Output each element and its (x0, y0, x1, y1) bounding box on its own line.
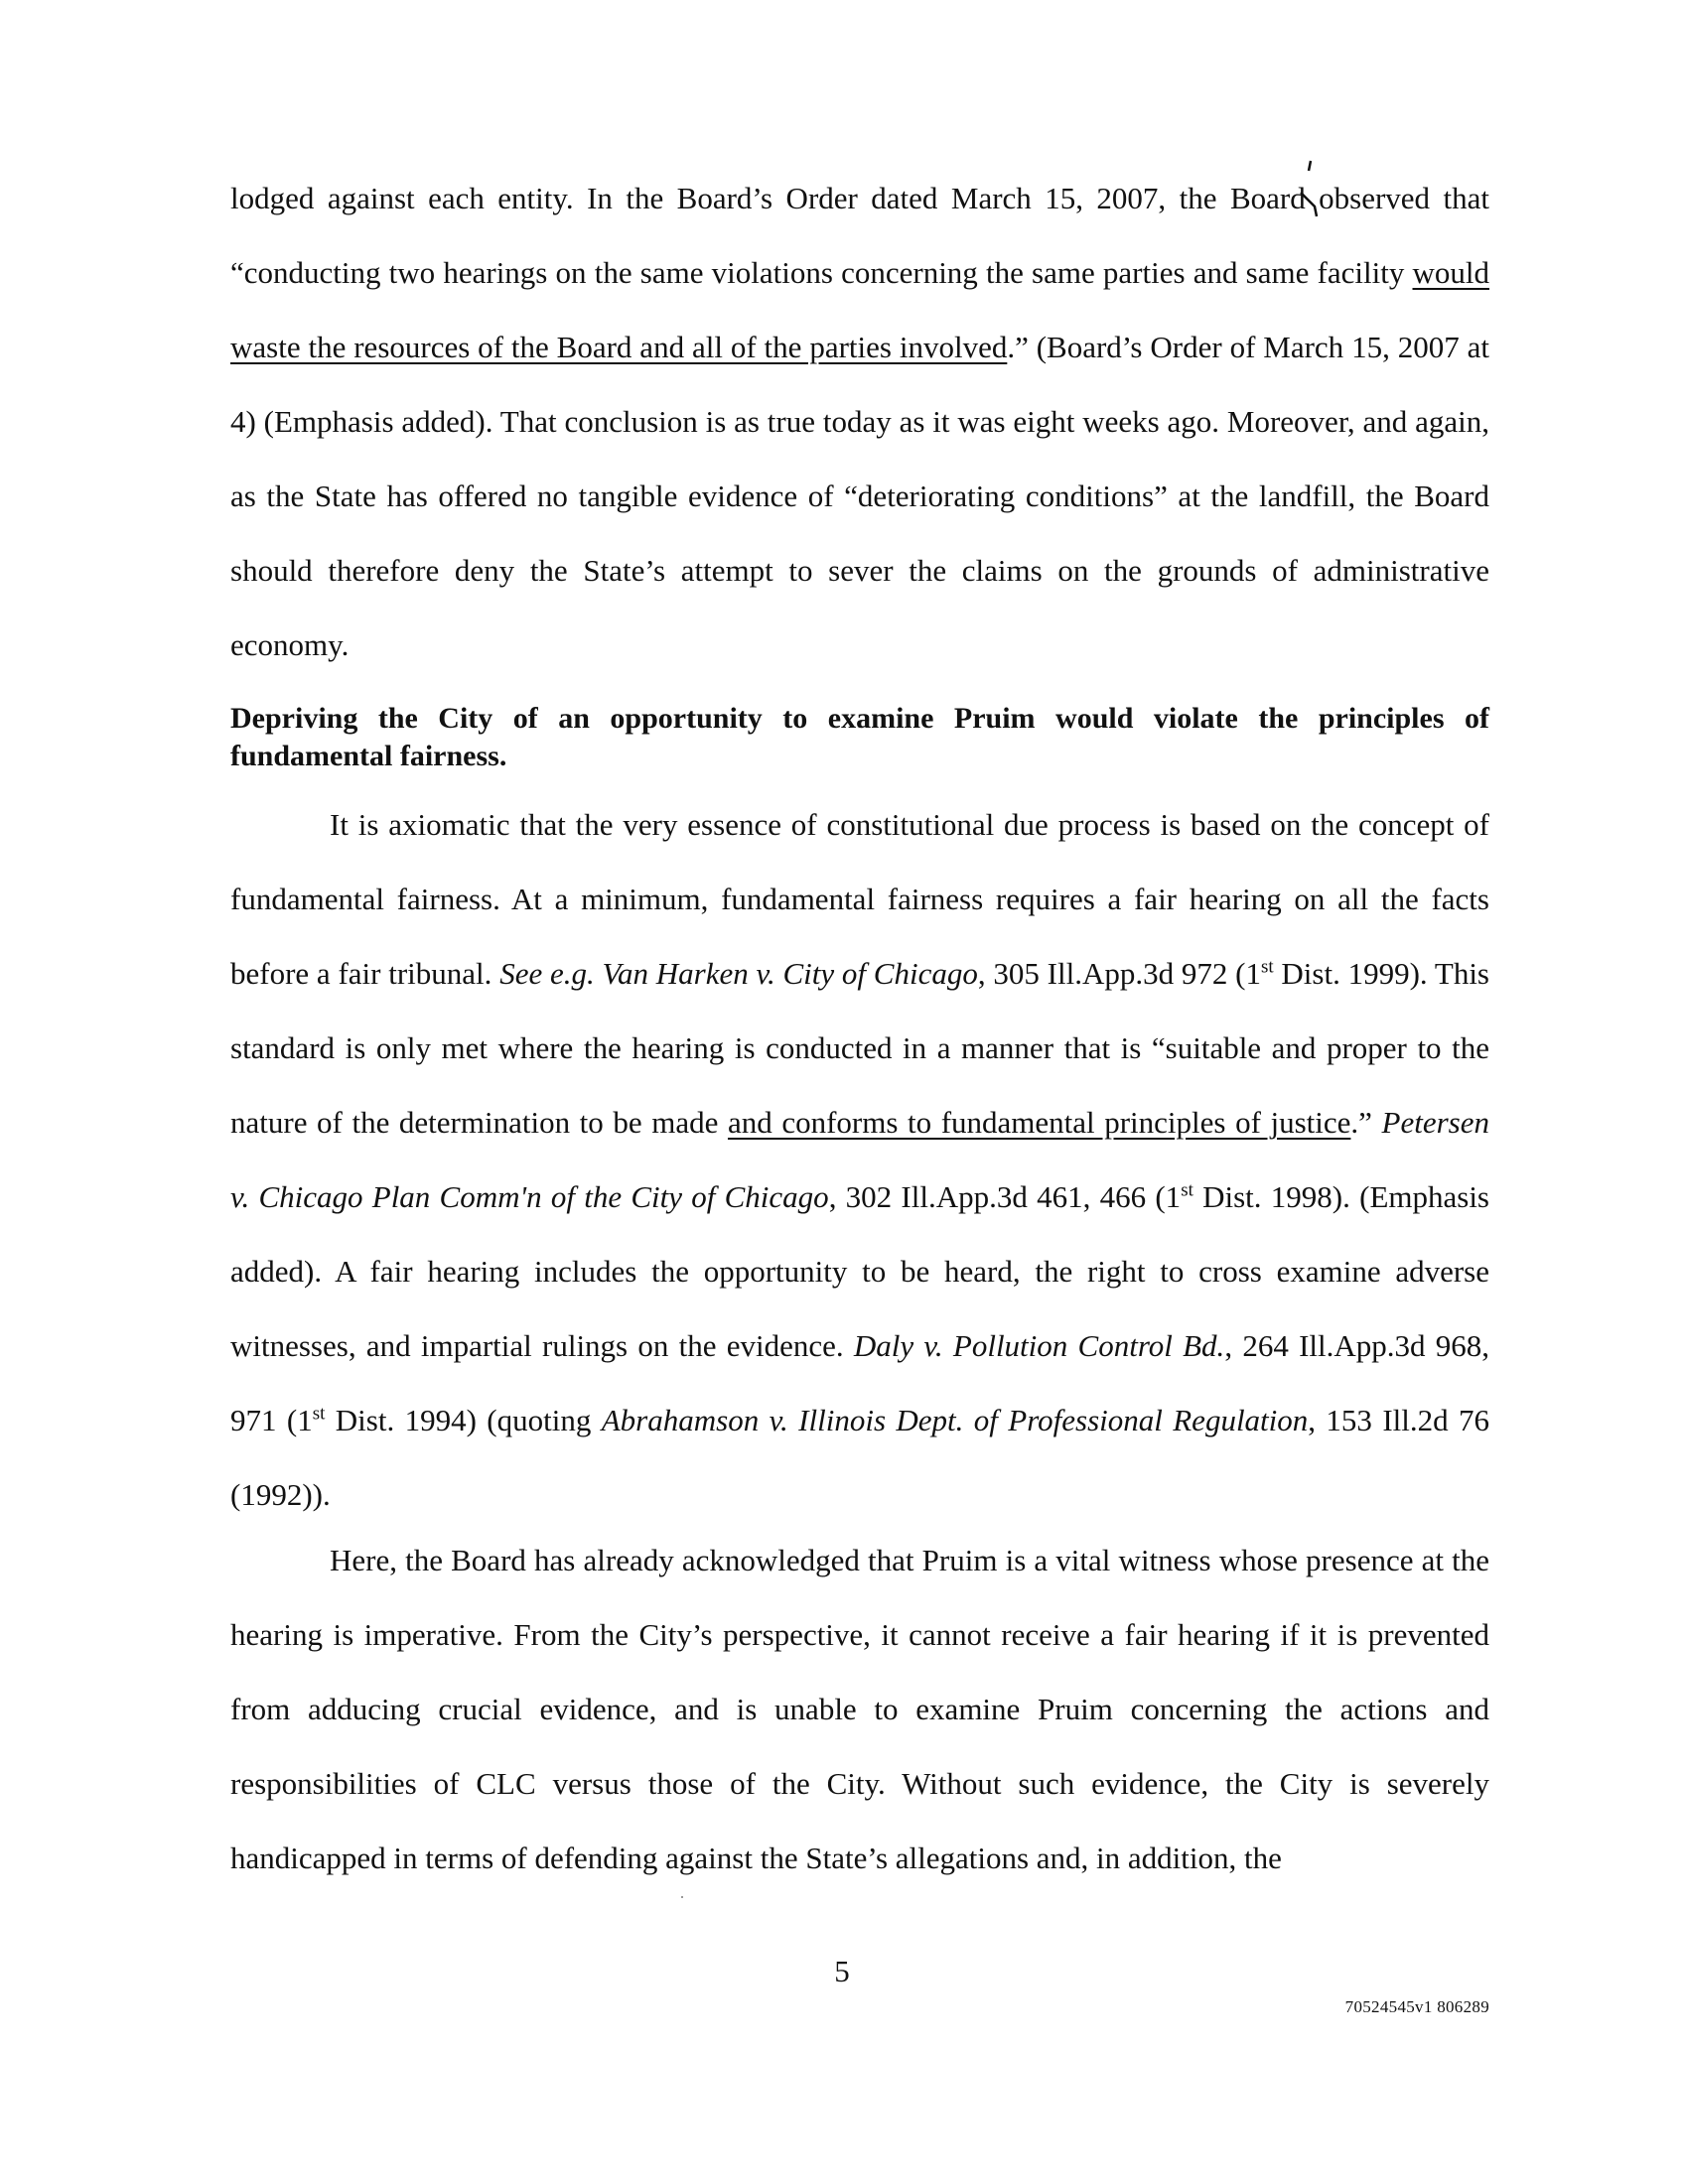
para1-underlined-quote: would waste the resources of the Board and all of the parties involved (230, 255, 1489, 364)
para2-text-9: , 153 Ill.2d 76 (1992)). (230, 1403, 1489, 1512)
paragraph-fundamental-fairness (230, 787, 1489, 1532)
para2-text-6: Dist. 1998). (Emphasis added). A fair hearing includes the opportunity to be heard, the right to cross examine adverse witnesses, and impartial rulings on the evidence. (230, 1179, 1489, 1363)
ordinal-superscript: st (1260, 956, 1274, 978)
para2-text-1: It is axiomatic that the very essence of constitutional due process is based on the concept of fundamental fairness. At a minimum, fundamental fairness requires a fair hearing on all the facts before a fair tribunal. (230, 807, 1489, 991)
paragraph-administrative-economy (230, 161, 1489, 682)
para2-space (595, 956, 603, 991)
para2-text-4: .” (1350, 1105, 1382, 1140)
para2-text-8: Dist. 1994) (quoting (325, 1403, 602, 1437)
para2-text-3: Dist. 1999). This standard is only met where the hearing is conducted in a manner that is “suitable and proper to the nature of the determination to be made (230, 956, 1489, 1140)
case-name-van-harken: Van Harken v. City of Chicago (602, 956, 978, 991)
ordinal-superscript: st (312, 1403, 326, 1425)
pen-mark-stroke-bottom (1301, 193, 1317, 216)
section-heading: Depriving the City of an opportunity to examine Pruim would violate the principles of fundamental fairness. (230, 702, 1489, 772)
para2-text-2: , 305 Ill.App.3d 972 (1 (977, 956, 1261, 991)
para2-text-7: , 264 Ill.App.3d 968, 971 (1 (230, 1328, 1490, 1437)
pen-mark-icon (1291, 159, 1340, 218)
paragraph-vital-witness: Here, the Board has already acknowledged that Pruim is a vital witness whose presence at the hearing is imperative. From the City’s perspective, it cannot receive a fair hearing if it is prevented from adducing crucial evidence, and is unable to examine Pruim concerning the actions and responsibilities of CLC versus those of the City. Without such evidence, the City is severely handicapped in terms of defending against the State’s allegations and, in addition, the (230, 1543, 1489, 1875)
case-name-petersen: Petersen v. Chicago Plan Comm'n of the City of Chicago (230, 1105, 1489, 1214)
pen-mark-stroke-top (1309, 161, 1311, 171)
document-id: 70524545v1 806289 (1344, 1997, 1489, 2016)
page-number: 5 (834, 1954, 850, 1988)
scan-speck (681, 1896, 683, 1898)
para1-text-2: .” (Board’s Order of March 15, 2007 at 4) (Emphasis added). That conclusion is as true today as it was eight weeks ago. Moreover, and again, as the State has offered no tangible evidence of “deteriorating conditions” at the landfill, the Board should therefore deny the State’s attempt to sever the claims on the grounds of administrative economy. (230, 330, 1489, 662)
para1-text-1: lodged against each entity. In the Board’s Order dated March 15, 2007, the Board observed that “conducting two hearings on the same violations concerning the same parties and same facility (230, 181, 1489, 290)
ordinal-superscript: st (1181, 1179, 1193, 1201)
para2-text-5: , 302 Ill.App.3d 461, 466 (1 (828, 1179, 1182, 1214)
para2-underlined-quote: and conforms to fundamental principles of justice (727, 1105, 1351, 1140)
case-name-abrahamson: Abrahamson v. Illinois Dept. of Professional Regulation (601, 1403, 1309, 1437)
case-name-daly: Daly v. Pollution Control Bd. (853, 1328, 1225, 1363)
citation-signal: See e.g. (499, 956, 595, 991)
